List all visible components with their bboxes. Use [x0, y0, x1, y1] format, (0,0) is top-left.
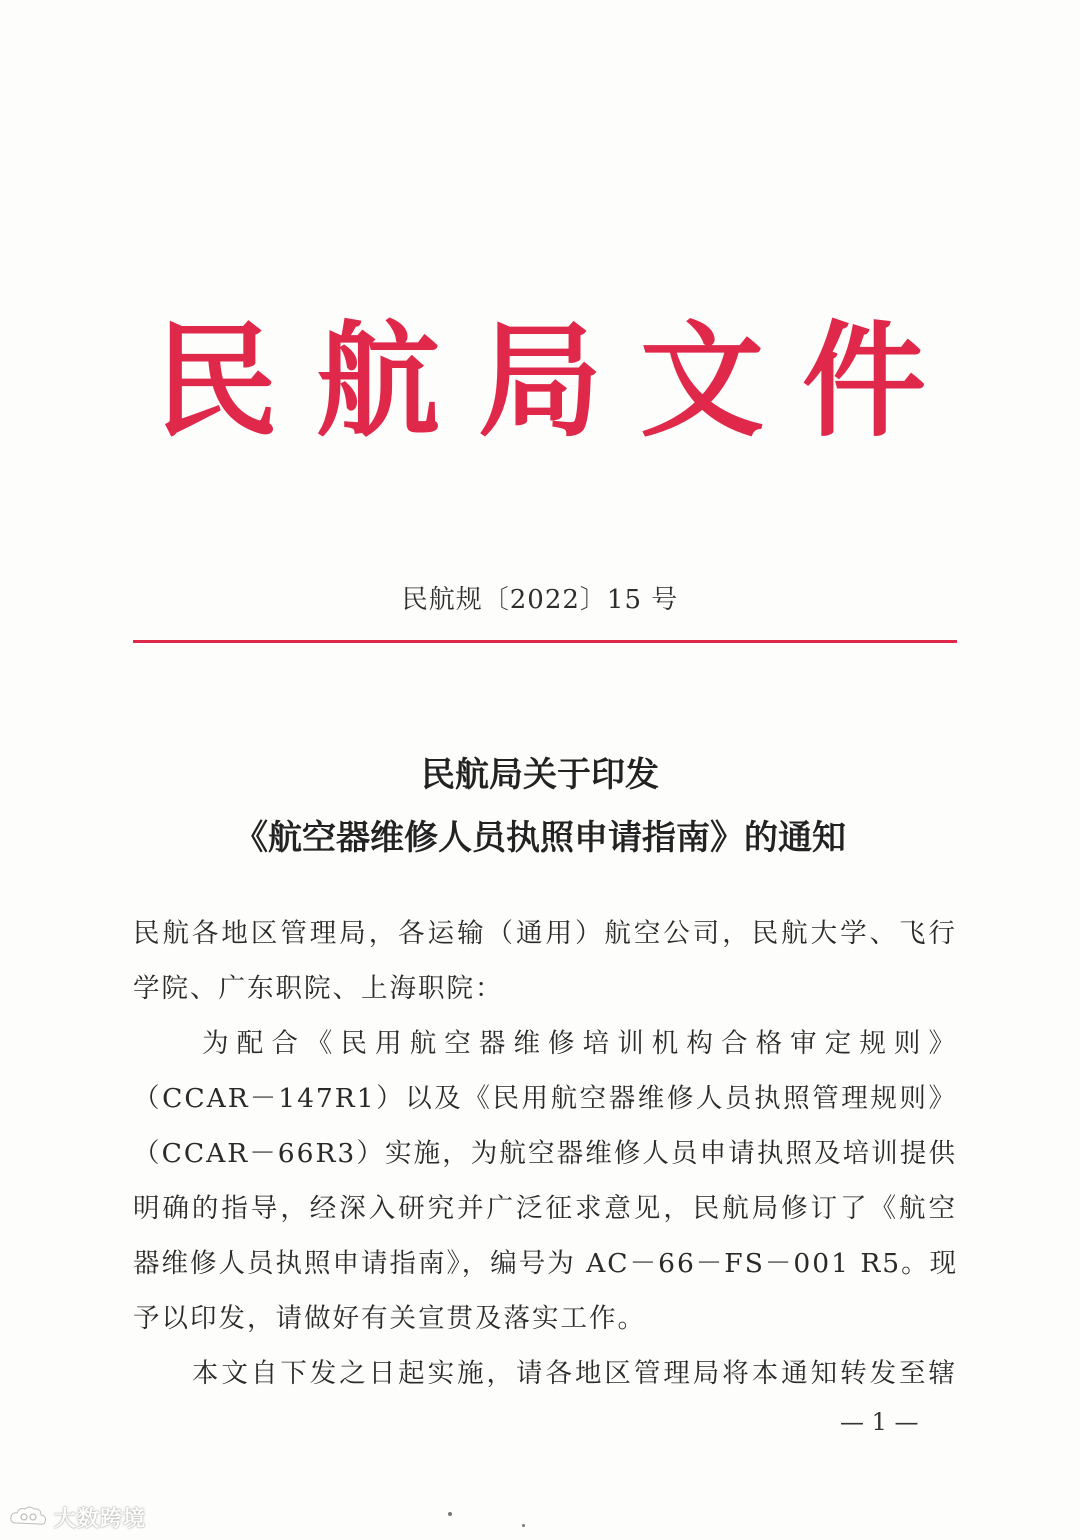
body-line: 学院、广东职院、上海职院：: [133, 973, 504, 1004]
cloud-logo-icon: [8, 1503, 50, 1531]
scan-speck: [522, 1524, 525, 1527]
body-line: 器维修人员执照申请指南》，编号为 AC－66－FS－001 R5。现: [133, 1248, 959, 1279]
body-line: 为配合《民用航空器维修培训机构合格审定规则》: [133, 1028, 957, 1059]
red-header-title: 民航局文件: [153, 309, 964, 454]
body-line: 明确的指导，经深入研究并广泛征求意见，民航局修订了《航空: [133, 1193, 957, 1224]
notice-title-line-2: 《航空器维修人员执照申请指南》的通知: [234, 818, 846, 858]
body-line: 本文自下发之日起实施，请各地区管理局将本通知转发至辖: [133, 1358, 957, 1389]
document-number: 民航规〔2022〕15 号: [401, 585, 679, 615]
watermark: [8, 1500, 146, 1534]
red-divider-line: [133, 640, 957, 643]
body-line: 民航各地区管理局，各运输（通用）航空公司，民航大学、飞行: [133, 918, 957, 949]
scan-speck: [448, 1512, 452, 1516]
body-line: （CCAR－147R1）以及《民用航空器维修人员执照管理规则》: [133, 1083, 957, 1114]
page-number: — 1 —: [840, 1408, 919, 1436]
body-line: 予以印发，请做好有关宣贯及落实工作。: [133, 1303, 646, 1334]
notice-title-line-1: 民航局关于印发: [421, 755, 659, 795]
body-line: （CCAR－66R3）实施，为航空器维修人员申请执照及培训提供: [133, 1138, 957, 1169]
watermark-text: 大数跨境: [54, 1506, 147, 1532]
